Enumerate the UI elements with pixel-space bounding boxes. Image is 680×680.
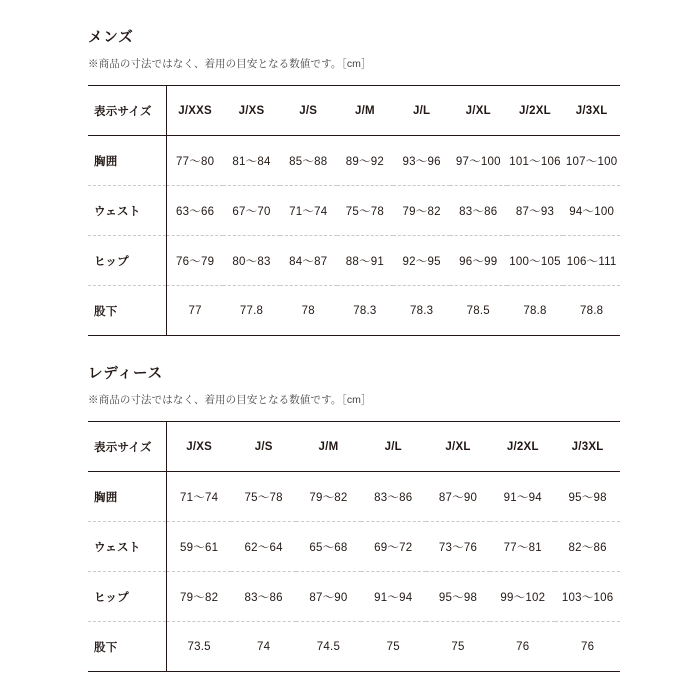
table-cell: 71〜74 — [167, 472, 232, 522]
table-row — [88, 522, 620, 572]
table-cell: 67〜70 — [223, 186, 280, 236]
table-cell: 97〜100 — [450, 136, 507, 186]
table-cell: 78.5 — [450, 286, 507, 336]
table-header-row — [88, 422, 620, 472]
column-header-size: J/M — [296, 422, 361, 472]
table-cell: 93〜96 — [393, 136, 450, 186]
table-cell: 75〜78 — [231, 472, 296, 522]
table-cell: 83〜86 — [231, 572, 296, 622]
column-header-size: J/XS — [223, 86, 280, 136]
table-cell: 87〜90 — [426, 472, 491, 522]
table-header-mens — [88, 86, 620, 136]
table-cell: 59〜61 — [167, 522, 232, 572]
table-cell: 80〜83 — [223, 236, 280, 286]
table-cell: 79〜82 — [393, 186, 450, 236]
table-cell: 74 — [231, 622, 296, 672]
column-header-size: J/2XL — [507, 86, 564, 136]
table-cell: 82〜86 — [555, 522, 620, 572]
table-cell: 76 — [555, 622, 620, 672]
section-note-mens: ※商品の寸法ではなく、着用の目安となる数値です。［cm］ — [88, 58, 372, 71]
row-label: 胸囲 — [88, 472, 167, 522]
section-note-ladies: ※商品の寸法ではなく、着用の目安となる数値です。［cm］ — [88, 394, 372, 407]
table-cell: 99〜102 — [490, 572, 555, 622]
table-cell: 77〜80 — [167, 136, 224, 186]
table-cell: 75〜78 — [337, 186, 394, 236]
table-cell: 100〜105 — [507, 236, 564, 286]
row-label: 股下 — [88, 622, 167, 672]
table-cell: 89〜92 — [337, 136, 394, 186]
table-row — [88, 622, 620, 672]
table-row — [88, 286, 620, 336]
table-cell: 79〜82 — [296, 472, 361, 522]
table-cell: 84〜87 — [280, 236, 337, 286]
table-body-ladies — [88, 472, 620, 672]
table-cell: 65〜68 — [296, 522, 361, 572]
table-cell: 87〜90 — [296, 572, 361, 622]
table-row — [88, 472, 620, 522]
table-header-ladies — [88, 422, 620, 472]
table-cell: 83〜86 — [450, 186, 507, 236]
table-cell: 76 — [490, 622, 555, 672]
table-cell: 95〜98 — [555, 472, 620, 522]
column-header-size: J/3XL — [555, 422, 620, 472]
section-mens — [88, 30, 620, 336]
table-cell: 75 — [361, 622, 426, 672]
table-body-mens — [88, 136, 620, 336]
column-header-size: J/XL — [426, 422, 491, 472]
table-cell: 106〜111 — [563, 236, 620, 286]
table-cell: 63〜66 — [167, 186, 224, 236]
table-cell: 79〜82 — [167, 572, 232, 622]
table-cell: 76〜79 — [167, 236, 224, 286]
table-row — [88, 136, 620, 186]
table-cell: 73〜76 — [426, 522, 491, 572]
table-cell: 77〜81 — [490, 522, 555, 572]
table-cell: 83〜86 — [361, 472, 426, 522]
row-label: ヒップ — [88, 236, 167, 286]
column-header-size: J/2XL — [490, 422, 555, 472]
column-header-size-label: 表示サイズ — [88, 86, 167, 136]
table-cell: 103〜106 — [555, 572, 620, 622]
row-label: ウェスト — [88, 522, 167, 572]
column-header-size: J/L — [361, 422, 426, 472]
section-title-ladies: レディース — [88, 366, 163, 383]
column-header-size: J/XL — [450, 86, 507, 136]
section-ladies — [88, 366, 620, 672]
table-cell: 95〜98 — [426, 572, 491, 622]
table-cell: 96〜99 — [450, 236, 507, 286]
row-label: 股下 — [88, 286, 167, 336]
table-cell: 78 — [280, 286, 337, 336]
row-label: ウェスト — [88, 186, 167, 236]
table-cell: 74.5 — [296, 622, 361, 672]
table-cell: 71〜74 — [280, 186, 337, 236]
table-cell: 78.3 — [393, 286, 450, 336]
table-cell: 101〜106 — [507, 136, 564, 186]
table-cell: 85〜88 — [280, 136, 337, 186]
column-header-size: J/M — [337, 86, 394, 136]
table-cell: 62〜64 — [231, 522, 296, 572]
table-cell: 77.8 — [223, 286, 280, 336]
table-row — [88, 236, 620, 286]
size-table-mens — [88, 85, 620, 336]
column-header-size: J/S — [231, 422, 296, 472]
table-cell: 78.3 — [337, 286, 394, 336]
table-header-row — [88, 86, 620, 136]
table-cell: 88〜91 — [337, 236, 394, 286]
table-cell: 77 — [167, 286, 224, 336]
table-cell: 75 — [426, 622, 491, 672]
table-row — [88, 186, 620, 236]
size-table-ladies — [88, 421, 620, 672]
table-cell: 78.8 — [563, 286, 620, 336]
table-cell: 87〜93 — [507, 186, 564, 236]
row-label: ヒップ — [88, 572, 167, 622]
table-cell: 78.8 — [507, 286, 564, 336]
column-header-size: J/L — [393, 86, 450, 136]
table-cell: 94〜100 — [563, 186, 620, 236]
row-label: 胸囲 — [88, 136, 167, 186]
table-cell: 81〜84 — [223, 136, 280, 186]
column-header-size-label: 表示サイズ — [88, 422, 167, 472]
column-header-size: J/XS — [167, 422, 232, 472]
table-cell: 91〜94 — [361, 572, 426, 622]
section-title-mens: メンズ — [88, 30, 134, 46]
table-row — [88, 572, 620, 622]
table-cell: 107〜100 — [563, 136, 620, 186]
table-cell: 69〜72 — [361, 522, 426, 572]
column-header-size: J/XXS — [167, 86, 224, 136]
table-cell: 91〜94 — [490, 472, 555, 522]
column-header-size: J/3XL — [563, 86, 620, 136]
column-header-size: J/S — [280, 86, 337, 136]
table-cell: 73.5 — [167, 622, 232, 672]
table-cell: 92〜95 — [393, 236, 450, 286]
